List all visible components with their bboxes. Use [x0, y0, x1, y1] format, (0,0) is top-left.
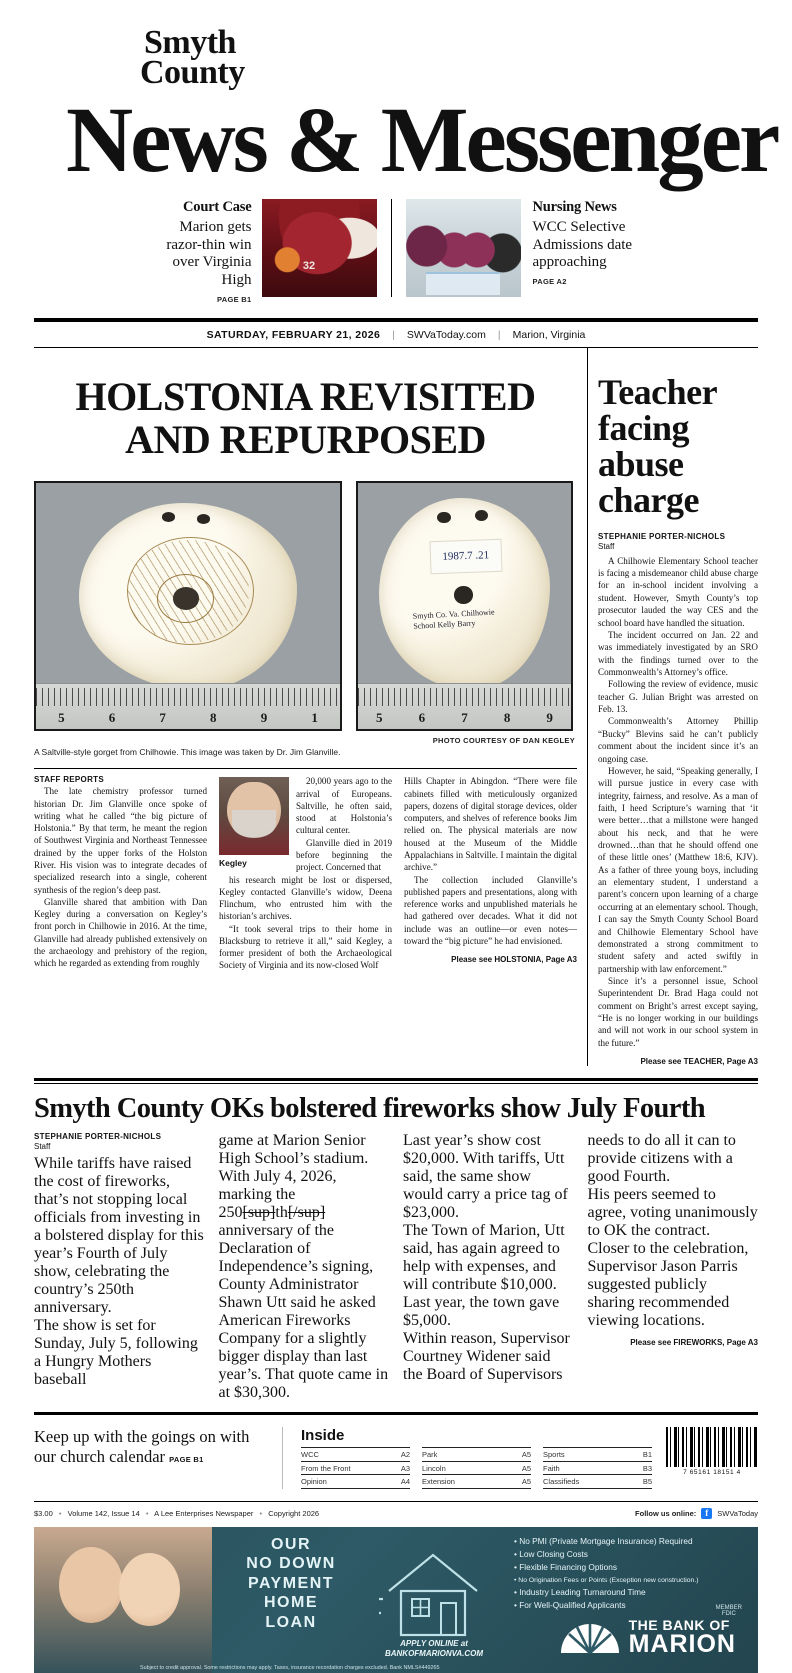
inside-col-2: [422, 1447, 531, 1489]
ad-apply-online[interactable]: [364, 1639, 504, 1660]
ad-chalk-line: NO DOWN: [246, 1555, 336, 1573]
ruler-number: 5: [376, 710, 383, 726]
ruler-number: 8: [503, 710, 511, 726]
jump-target: HOLSTONIA: [494, 955, 542, 965]
ruler-ticks: [358, 688, 571, 706]
fireworks-headline[interactable]: Smyth County OKs bolstered fireworks show July Fourth: [34, 1093, 706, 1125]
paragraph: Following the review of evidence, music teacher G. Julian Bright was arrested on Feb. 13.: [598, 679, 758, 715]
fdic-member-label: MEMBER: [715, 1604, 742, 1611]
teaser-text: [142, 199, 262, 304]
dateline-separator: |: [497, 328, 501, 341]
follow-label: Follow us online:: [635, 1508, 697, 1518]
teaser-page-ref: PAGE A2: [532, 277, 567, 287]
nameplate-line-county: County: [140, 54, 245, 91]
gorget-photo-row: [34, 481, 577, 731]
teaser-text: [521, 199, 651, 286]
inside-label: Sports: [543, 1450, 565, 1460]
list-item[interactable]: [543, 1462, 652, 1476]
paragraph: Hills Chapter in Abingdon. “There were file cabinets filled with meticulously organized papers, dozens of digital storage devices, older computers, and shelves of reference books Jim relied on. The physical materials are now housed at the Museum of the Middle Appalachians in Saltville. I maintain the digital archive.”: [404, 776, 577, 873]
list-item[interactable]: [301, 1462, 410, 1476]
ad-benefits-list: [514, 1535, 739, 1613]
barcode: [666, 1427, 758, 1476]
jump-label: Please see: [630, 1338, 672, 1348]
promo-page-ref: PAGE B1: [169, 1455, 204, 1465]
ruler-scale: [358, 683, 571, 729]
ruler-numbers: [358, 710, 571, 726]
lead-story-byline: STAFF REPORTS: [34, 775, 104, 785]
jump-page: , Page A3: [722, 1338, 758, 1348]
inside-index: [301, 1427, 652, 1489]
paragraph: Last year’s show cost $20,000. With tariffs, Utt said, the same show would carry a price tag of $23,000.: [403, 1132, 568, 1222]
fireworks-col-3: [403, 1132, 574, 1402]
paragraph: The Town of Marion, Utt said, has again agreed to help with expenses, and will contribute $10,000. Last year, the town gave $5,000.: [403, 1222, 565, 1330]
fireworks-col-1: [34, 1132, 205, 1402]
teaser-strip: [0, 187, 792, 304]
inside-page: A5: [521, 1463, 531, 1473]
teaser-page-ref: PAGE B1: [217, 294, 252, 304]
list-item[interactable]: [301, 1447, 410, 1462]
footer-dot: •: [145, 1508, 149, 1518]
ad-chalk-line: LOAN: [265, 1613, 317, 1631]
inside-label: Classifieds: [543, 1477, 580, 1487]
teaser-nursing-news[interactable]: [406, 199, 651, 297]
markup-strike-close: [/sup]: [287, 1204, 326, 1222]
ruler-number: 1: [311, 710, 318, 726]
ruler-number: 6: [108, 710, 116, 726]
ad-chalk-line: OUR: [270, 1535, 312, 1553]
ruler-number: 6: [418, 710, 426, 726]
ruler-number: 9: [546, 710, 553, 726]
inside-columns: [301, 1447, 652, 1489]
inside-col-1: [301, 1447, 410, 1489]
nameplate-stack: [66, 24, 778, 192]
facebook-icon[interactable]: f: [701, 1508, 712, 1519]
paragraph: Since it’s a personnel issue, School Superintendent Dr. Brad Haga could not comment on Bright’s arrest except saying, “He is no longer working in our buildings and will not work in our school system in the future.”: [598, 975, 758, 1048]
footer-publisher: A Lee Enterprises Newspaper: [154, 1508, 254, 1518]
inside-label: From the Front: [301, 1463, 351, 1473]
lead-story-col-2: [219, 775, 392, 971]
social-handle[interactable]: SWVaToday: [717, 1508, 758, 1518]
list-item[interactable]: [422, 1447, 531, 1462]
jump-label: Please see: [640, 1057, 682, 1067]
bank-logo: [559, 1618, 736, 1657]
inside-col-3: [543, 1447, 652, 1489]
gorget-suspension-hole-right: [197, 514, 210, 523]
footer-bar: [34, 1501, 758, 1525]
ruler-scale: [36, 683, 340, 729]
teaser-court-case[interactable]: [142, 199, 377, 304]
bank-logo-line1: THE BANK OF: [628, 1616, 730, 1633]
gorget-suspension-hole-left: [162, 512, 175, 521]
lead-story-columns: [34, 768, 577, 971]
handwritten-provenance: Smyth Co. Va. Chilhowie School Kelly Barry: [412, 607, 496, 632]
ruler-numbers: [36, 710, 340, 726]
nursing-students-photo: [406, 199, 521, 297]
basketball-photo: [262, 199, 377, 297]
markup-mid: th: [275, 1204, 288, 1222]
footer-left: [34, 1509, 323, 1518]
inside-page: A5: [521, 1477, 531, 1487]
fireworks-col-2: [219, 1132, 390, 1402]
lead-headline[interactable]: HOLSTONIA REVISITED AND REPURPOSED: [75, 373, 536, 462]
bank-logo-text: [629, 1618, 736, 1657]
paragraph: The show is set for Sunday, July 5, following a Hungry Mothers baseball: [34, 1317, 198, 1389]
teaser-headline: Marion gets razor-thin win over Virginia High: [166, 219, 252, 289]
ad-chalk-headline: [216, 1535, 366, 1633]
gorget-shell: [79, 503, 298, 690]
ruler-number: 5: [58, 710, 65, 726]
ad-chalk-line: PAYMENT: [247, 1574, 335, 1592]
promo-inside-row: [34, 1415, 758, 1497]
ad-chalk-line: HOME: [264, 1594, 318, 1612]
markup-strike-open: [sup]: [242, 1204, 276, 1222]
inside-label: Opinion: [301, 1477, 327, 1487]
paragraph: his research might be lost or dispersed, Kegley contacted Glanville’s widow, Deena Flinchum, who entrusted him with the historian’s archives.: [219, 874, 392, 922]
dateline-website[interactable]: SWVaToday.com: [406, 328, 486, 341]
bank-logo-line2: MARION: [628, 1629, 736, 1658]
inside-page: A4: [400, 1477, 410, 1487]
list-item: • Industry Leading Turnaround Time: [514, 1586, 739, 1599]
jump-label: Please see: [451, 955, 493, 965]
paragraph: A Chilhowie Elementary School teacher is facing a misdemeanor child abuse charge for an in-school incident involving a student. However, Smyth County’s top prosecutor lauded the way CES and the school board have handled the situation.: [598, 555, 758, 628]
paragraph: Commonwealth’s Attorney Phillip “Bucky” Blevins said he can’t publicly comment about the incident since it’s an ongoing case.: [598, 716, 758, 764]
jump-target: FIREWORKS: [673, 1338, 723, 1348]
teacher-story-body: [598, 555, 758, 1049]
fan-logo-icon: [559, 1620, 621, 1654]
teaser-kicker: Court Case: [183, 199, 252, 215]
jump-page: , Page A3: [541, 955, 577, 965]
fireworks-columns: [34, 1132, 758, 1402]
teacher-byline-sub: Staff: [598, 541, 615, 551]
teacher-story-jumpline[interactable]: [598, 1057, 758, 1066]
list-item[interactable]: [301, 1475, 410, 1489]
paragraph: However, he said, “Speaking generally, I will pursue justice in every case with integrity, fairness, and resolve. As a man of faith, I heed Scripture’s warning that ‘it were better…that a millstone were hanged about his neck, and that he were drowned…than that he should offend one of these little ones’ (Matthew 18:6, KJV). As a father of three young boys, including an elementary student, I understand a parent’s concern upon learning of a charge occurring at an elementary school. Though, I can say the Smyth County School Board and Chilhowie Elementary School have demonstrated a strong commitment to student safety and acted swiftly in partnership with law enforcement.”: [598, 765, 758, 974]
list-item[interactable]: [543, 1447, 652, 1462]
gorget-shell: [379, 498, 549, 690]
dateline-city: Marion, Virginia: [512, 328, 586, 341]
footer-right: [635, 1508, 758, 1519]
list-item[interactable]: [422, 1475, 531, 1489]
lead-story-col-1: [34, 775, 207, 971]
teaser-kicker: Nursing News: [532, 199, 617, 215]
inside-title: Inside: [301, 1427, 345, 1445]
dateline-bar: [34, 322, 758, 347]
mug-photo: [219, 777, 289, 855]
fireworks-byline-sub: Staff: [34, 1142, 51, 1152]
fireworks-jumpline[interactable]: [588, 1338, 759, 1347]
markup-post: anniversary of the Declaration of Independence’s signing, County Administrator Shawn Utt said he asked American Fireworks Company for a slightly bigger display than last year’s. That quote came in at $30,300.: [218, 1222, 389, 1402]
inside-label: Park: [422, 1450, 438, 1460]
ruler-number: 7: [461, 710, 468, 726]
inside-page: B5: [642, 1477, 652, 1487]
inside-page: A5: [521, 1450, 531, 1460]
list-item: • For Well-Qualified Applicants: [514, 1599, 739, 1612]
paragraph: Closer to the celebration, Supervisor Jason Parris suggested publicly sharing recommended viewing locations.: [587, 1240, 749, 1330]
teaser-divider: [391, 199, 392, 297]
fdic-badge: [716, 1605, 742, 1617]
nameplate-line-smyth: Smyth: [144, 24, 236, 61]
footer-volume: Volume 142, Issue 14: [67, 1508, 140, 1518]
gorget-center-hole: [173, 587, 199, 609]
paragraph: While tariffs have raised the cost of fireworks, that’s not stopping local officials from investing in a bolstered display for this year’s Fourth of July show, celebrating the country’s 250th anniversary.: [34, 1155, 204, 1317]
gorget-center-hole: [454, 586, 473, 603]
list-item: • Low Closing Costs: [514, 1548, 739, 1561]
promo-text: Keep up with the goings on with our church calendar: [34, 1427, 250, 1467]
ad-apply-line1: APPLY ONLINE at: [400, 1638, 468, 1648]
markup-pre: With July 4, 2026, marking the 250: [218, 1168, 337, 1222]
bank-of-marion-ad[interactable]: [34, 1527, 758, 1673]
gorget-suspension-hole-left: [437, 512, 451, 524]
church-calendar-promo[interactable]: [34, 1427, 264, 1467]
paragraph: “It took several trips to their home in Blacksburg to retrieve it all,” said Kegley, a former president of both the Archaeological Society of Virginia and its now-closed Wolf: [219, 923, 392, 971]
nameplate-masthead: News & Messenger: [66, 89, 778, 192]
ruler-number: 7: [159, 710, 166, 726]
lead-story-column: [34, 348, 587, 1066]
fireworks-rule-top: [34, 1078, 758, 1081]
list-item[interactable]: [422, 1462, 531, 1476]
list-item: • No Origination Fees or Points (Exception new construction.): [514, 1575, 739, 1586]
paragraph: Within reason, Supervisor Courtney Widener said the Board of Supervisors: [403, 1330, 570, 1384]
ad-apply-line2: BANKOFMARIONVA.COM: [384, 1648, 484, 1658]
inside-page: A2: [400, 1450, 410, 1460]
paragraph: game at Marion Senior High School’s stadium.: [218, 1132, 369, 1168]
jump-page: , Page A3: [722, 1057, 758, 1067]
fireworks-story: [34, 1078, 758, 1402]
footer-dot: •: [259, 1508, 263, 1518]
barcode-number: 7 65161 18151 4: [683, 1469, 741, 1477]
paragraph: Glanville died in 2019 before beginning the project. Concerned that: [296, 837, 392, 873]
paragraph-with-markup: [219, 1168, 390, 1402]
ruler-number: 8: [210, 710, 217, 726]
teacher-byline: STEPHANIE PORTER-NICHOLS: [598, 531, 726, 541]
gorget-back-photo: [356, 481, 573, 731]
dateline-date: SATURDAY, FEBRUARY 21, 2026: [206, 328, 381, 341]
gorget-front-photo: [34, 481, 342, 731]
paragraph: The collection included Glanville’s published papers and presentations, along with reference works and unpublished materials he had gathered over decades. What it did not include was an outline—or even notes—toward the “big picture” he had envisioned.: [404, 874, 577, 946]
ruler-ticks: [36, 688, 340, 706]
list-item: • No PMI (Private Mortgage Insurance) Required: [514, 1535, 739, 1548]
inside-page: B1: [642, 1450, 652, 1460]
teacher-headline[interactable]: Teacher facing abuse charge: [598, 371, 717, 520]
list-item[interactable]: [543, 1475, 652, 1489]
gorget-suspension-hole-right: [475, 510, 489, 522]
ruler-number: 9: [260, 710, 268, 726]
inside-page: B3: [642, 1463, 652, 1473]
ad-fine-print: Subject to credit approval. Some restrictions may apply. Taxes, insurance recordation charges excluded. Bank NMLS#449265: [140, 1664, 440, 1671]
footer-price: $3.00: [34, 1508, 53, 1518]
inside-label: Lincoln: [422, 1463, 446, 1473]
footer-copyright: Copyright 2026: [268, 1508, 320, 1518]
photo-credit: PHOTO COURTESY OF DAN KEGLEY: [432, 736, 575, 746]
paragraph: The incident occurred on Jan. 22 and was immediately investigated by an SRO with the findings turned over to the Commonwealth’s Attorney’s office.: [598, 629, 758, 677]
dateline-separator: |: [392, 328, 395, 341]
house-icon: [379, 1545, 487, 1641]
jump-target: TEACHER: [683, 1057, 723, 1067]
list-item: • Flexible Financing Options: [514, 1561, 739, 1574]
fireworks-col-4: [588, 1132, 759, 1402]
nameplate: [0, 0, 792, 192]
teacher-story-column: [587, 348, 758, 1066]
promo-divider: [282, 1427, 283, 1489]
lead-story-jumpline[interactable]: [404, 955, 577, 964]
footer-dot: •: [58, 1508, 62, 1518]
paragraph: Glanville shared that ambition with Dan Kegley during a conversation on Kegley’s front porch in Chilhowie in 2016. At the time, Glanville had already published extensively on the archaeology and prehistory of the region, which he regarded as extending from roughly: [34, 896, 207, 969]
mugshot-kegley: [219, 777, 289, 871]
paragraph: The late chemistry professor turned historian Dr. Jim Glanville once spoke of writing what he called “the big picture of Holstonia.” By that term, he meant the region of Southwest Virginia and Northeast Tennessee drained by the upper forks of the Holston River. His vision was to integrate decades of specialized research into a single, coherent synthesis of the region’s deep past.: [34, 786, 207, 895]
paragraph: His peers seemed to agree, voting unanimously to OK the contract.: [587, 1186, 758, 1240]
lead-story-col-3: [404, 775, 577, 971]
photo-caption: A Saltville-style gorget from Chilhowie. This image was taken by Dr. Jim Glanville.: [34, 747, 341, 758]
inside-label: WCC: [301, 1450, 319, 1460]
ad-couple-photo: [34, 1527, 212, 1673]
teaser-headline: WCC Selective Admissions date approaching: [532, 219, 633, 271]
paragraph: 20,000 years ago to the arrival of Europeans. Saltville, he often said, stood at Holstonia’s cultural center.: [296, 776, 392, 836]
paragraph: needs to do all it can to provide citizens with a good Fourth.: [587, 1132, 736, 1186]
main-content: [0, 348, 792, 1066]
fdic-label: FDIC: [721, 1610, 736, 1617]
fireworks-byline: STEPHANIE PORTER-NICHOLS: [34, 1132, 162, 1142]
barcode-bars: [666, 1427, 758, 1467]
inside-label: Extension: [422, 1477, 455, 1487]
mug-caption: Kegley: [219, 858, 247, 869]
catalog-label-tag: 1987.7 .21: [430, 539, 503, 574]
inside-label: Faith: [543, 1463, 560, 1473]
inside-page: A3: [400, 1463, 410, 1473]
